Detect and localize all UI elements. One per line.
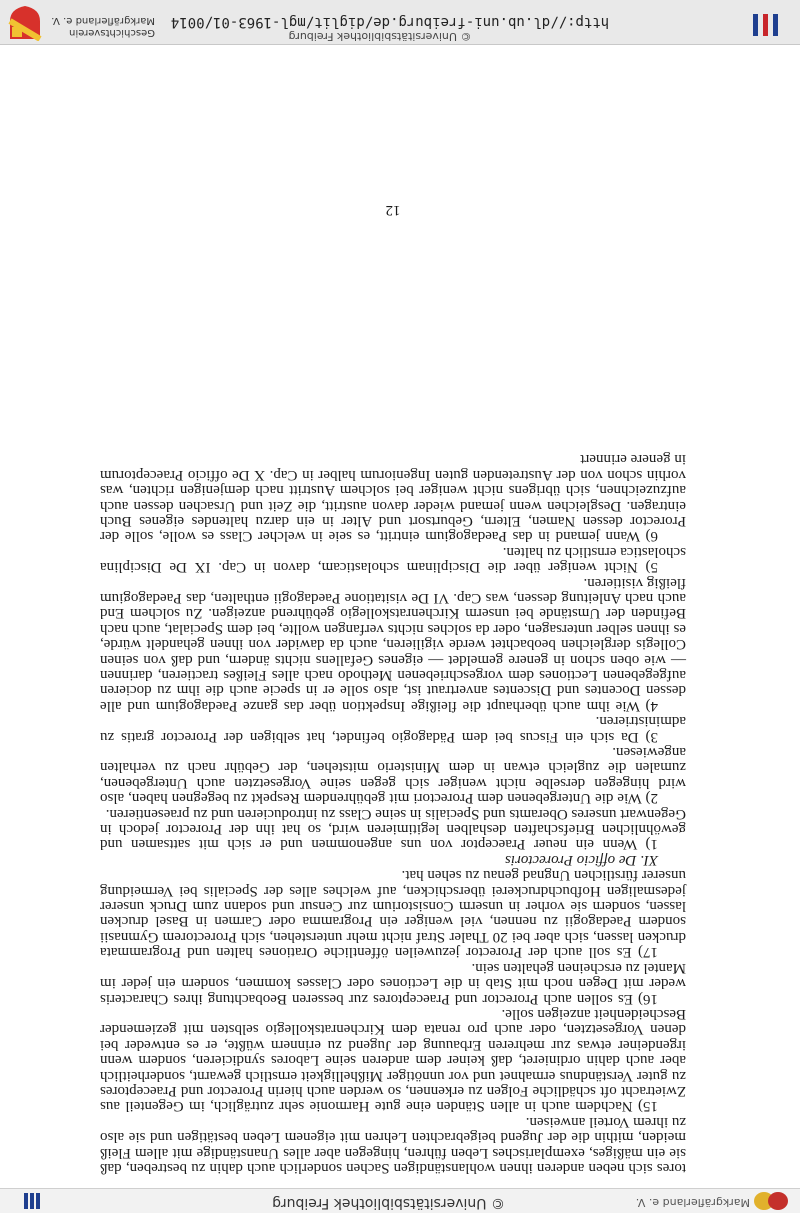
document-text-body <box>100 451 686 1175</box>
paragraph: 5) Nicht weniger über die Disciplinam scholasticam, davon in Cap. IX De Disciplina scholastica ernstlich zu halten. <box>100 543 686 576</box>
library-banner-top <box>0 1188 800 1213</box>
society-crest-icon <box>8 5 42 41</box>
library-copyright-text: © Universitätsbibliothek Freiburg <box>288 30 472 43</box>
university-logo-icon <box>750 10 780 40</box>
paragraph: 2) Wie die Untergebenen dem Prorectori mit gebührendem Respekt zu begegnen haben, also wird hingegen derselbe nicht weniger sich gegen seine Vorgesetzten auch Untergebenen, zumalen die zugleich etwan in dem Ministerio mitstehen, der Gebühr nach zu verhalten angewiesen. <box>100 744 686 807</box>
university-logo-icon <box>22 1191 42 1211</box>
paragraph: 17) Es soll auch der Prorector jezuweilen öffentliche Orationes halten und Programmata drucken lassen, sich aber bei 20 Thaler Straf nicht mehr unterstehen, sich Prorectorem Gymnasii sondern Paedagogii zu nennen, viel weniger ein Programma oder Carmen in Basel drucken lassen, sondern sie vorher in unserm Consistorium zur Censur und sodann zum Druck unserer jedesmaligen Hofbuchdruckerei überschicken, auf welches alles der Specialis bei Vermeidung unserer fürstlichen Ungnad genau zu sehen hat. <box>100 867 686 961</box>
paragraph: 6) Wann jemand in das Paedagogium eintritt, es seie in welcher Class es wolle, solle der Prorector dessen Namen, Eltern, Geburtsort und Alter in ein darzu haltendes eigenes Buch eintragen. Desgleichen wenn jemand wieder davon austritt, die Zeit und Ursachen dessen auch aufzuzeichnen, sich übrigens nicht weniger bei solchem Austritt nach demjenigen richten, was vorhin schon von der Austretenden guten Ingeniorum halber in Cap. X De officio Praeceptorum in genere erinnert <box>100 451 686 545</box>
watermark-org-text: Markgräflerland e. V. <box>635 1196 750 1209</box>
paragraph: 3) Da sich ein Fiscus bei dem Pädagogio befindet, hat selbigen der Prorector gratis zu administrieren. <box>100 713 686 745</box>
paragraph: 15) Nachdem auch in allen Ständen eine gute Harmonie sehr zuträglich, im Gegenteil aus Zwietracht oft schädliche Folgen zu erkennen, so werden auch hierin Prorector und Praeceptores zu guter Verständnus ermahnet und vor unnötiger Mißhelligkeit ernstlich gewarnt, sonderheitlich aber auch dahin ordinieret, daß keiner dem anderen seine Labores syndicieren, sondern wenn irgendeiner etwas zur mehreren Erbauung der Jugend zu erinnern wüßte, er es entweder bei denen Vorgesetzten, oder auch pro renata dem Kirchenratskollegio selbsten mit geziemender Bescheidenheit anzeigen solle. <box>100 1005 686 1115</box>
section-heading: XI. De officio Prorectoris <box>504 851 658 868</box>
paragraph: 4) Wie ihm auch überhaupt die fleißige Inspektion über das ganze Paedagogium und alle dessen Docentes und Discentes anvertraut ist, also solle er in specie auch die ihm zu docieren aufgegebenen Lectiones dem vorgeschriebenen Methodo nach alles Fleißes tractieren, darinnen — wie oben schon in genere gemeldet — eigenes Gefallens nichts ändern, und daß von seinen Collegis dergleichen beobachtet werde vigilieren, auch da dawider von ihnen gehandelt würde, es ihnen selber untersagen, oder da solches nichts verfangen wollte, bei dem Specialat, auch nach Befinden der Umstände bei unserm Kirchenratskollegio gebührend anzeigen. Zu solchem End auch nach Anleitung dessen, was Cap. VI De visitatione Paedagogii enthalten, das Paedagogium fleißig visitieren. <box>100 574 686 714</box>
paragraph: tores sich neben anderen ihnen wohlanständigen Sachen sonderlich auch dahin zu bestreben, daß sie ein mäßiges, exemplarisches Leben führen, hingegen aber alles Unanständige mit allem Fleiß meiden, mithin die der Jugend beigebrachten Lehren mit eigenem Leben bestätigen und sie also zu ihrem Vorteil anweisen. <box>100 1113 686 1176</box>
paragraph: 1) Wenn ein neuer Praeceptor von uns angenommen und er sich mit sattsamen und gewöhnlichen Briefschaften deshalben legitimieren wird, so hat ihn der Prorector jedoch in Gegenwart unseres Oberamts und Specialis in seine Class zu introducieren und zu praesentieren. <box>100 805 686 853</box>
page-number: 12 <box>385 202 401 218</box>
document-url-link[interactable]: http://dl.ub.uni-freiburg.de/diglit/mgl-1963-01/0014 <box>170 14 610 30</box>
paragraph: 16) Es sollen auch Prorector und Praeceptores zur besseren Beobachtung ihres Characteris weder mit Degen noch mit Stab in die Lectiones oder Classes kommen, sondern ein jeder im Mantel zu erscheinen gehalten sein. <box>100 959 686 1007</box>
society-logo-icon <box>768 1192 788 1210</box>
library-copyright-text: © Universitätsbibliothek Freiburg <box>272 1195 505 1211</box>
library-banner-bottom <box>0 0 800 45</box>
crest-org-label: Geschichtsverein Markgräflerland e. V. <box>51 15 155 38</box>
